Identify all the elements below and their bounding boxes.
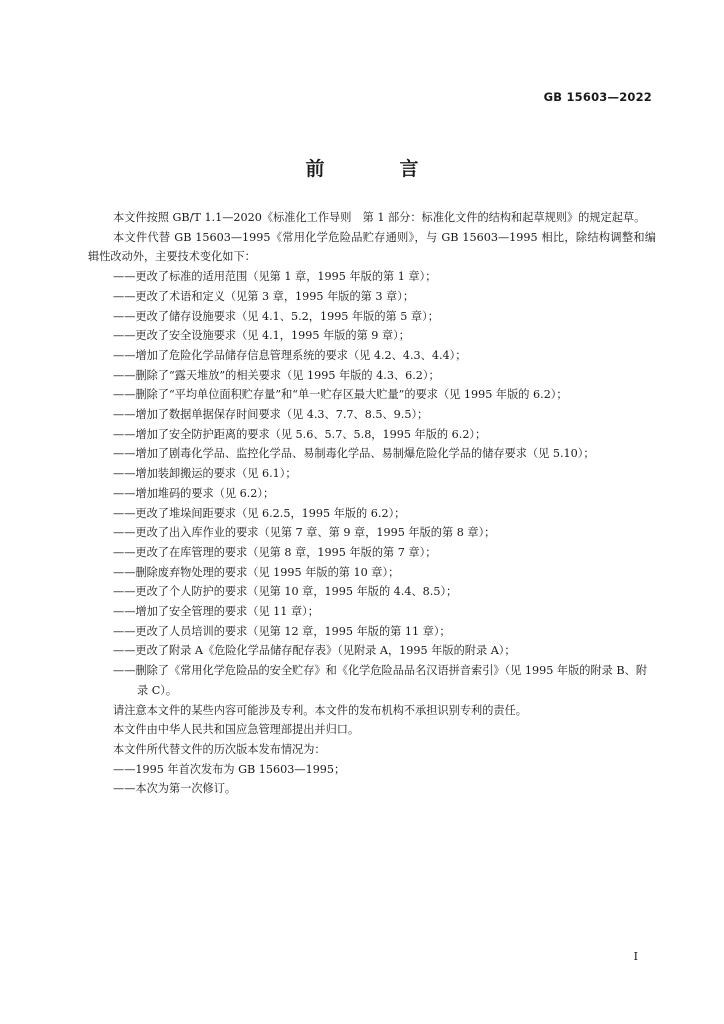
change-item: ——删除了“露天堆放”的相关要求（见 1995 年版的 4.3、6.2）；	[113, 368, 440, 382]
standard-code: GB 15603—2022	[543, 90, 652, 104]
intro-paragraph: 本文件按照 GB/T 1.1—2020《标准化工作导则 第 1 部分：标准化文件的结构和起草规则》的规定起草。	[113, 211, 646, 224]
change-item: ——更改了安全设施要求（见 4.1，1995 年版的第 9 章）；	[113, 329, 410, 343]
change-item: ——更改了出入库作业的要求（见第 7 章、第 9 章，1995 年版的第 8 章）；	[113, 526, 496, 540]
change-item: ——更改了储存设施要求（见 4.1、5.2，1995 年版的第 5 章）；	[113, 309, 439, 323]
history-item: ——1995 年首次发布为 GB 15603—1995；	[113, 762, 346, 776]
change-item: ——增加了剧毒化学品、监控化学品、易制毒化学品、易制爆危险化学品的储存要求（见 5.10）；	[113, 447, 595, 461]
change-item: ——增加了数据单据保存时间要求（见 4.3、7.7、8.5、9.5）；	[113, 408, 429, 422]
proposer-statement: 本文件由中华人民共和国应急管理部提出并归口。	[113, 723, 360, 737]
change-item: ——更改了个人防护的要求（见第 10 章，1995 年版的 4.4、8.5）；	[113, 585, 458, 599]
page-title: 前 言	[305, 158, 447, 180]
foreword-body	[88, 208, 656, 799]
change-item: ——增加了安全管理的要求（见 11 章）；	[113, 605, 319, 619]
change-item: ——更改了人员培训的要求（见第 12 章，1995 年版的第 11 章）；	[113, 624, 451, 638]
history-item: ——本次为第一次修订。	[113, 782, 237, 796]
change-item: ——增加了安全防护距离的要求（见 5.6、5.7、5.8，1995 年版的 6.2）；	[113, 427, 487, 441]
change-item: ——更改了堆垛间距要求（见 6.2.5，1995 年版的 6.2）；	[113, 506, 406, 520]
change-item: ——删除废弃物处理的要求（见 1995 年版的第 10 章）；	[113, 565, 400, 579]
change-item: ——删除了“平均单位面积贮存量”和“单一贮存区最大贮量”的要求（见 1995 年版的 6.2）；	[113, 388, 568, 402]
patent-notice: 请注意本文件的某些内容可能涉及专利。本文件的发布机构不承担识别专利的责任。	[113, 703, 527, 717]
change-item: ——更改了附录 A《危险化学品储存配存表》（见附录 A，1995 年版的附录 A）；	[113, 644, 516, 658]
change-item: ——更改了在库管理的要求（见第 8 章，1995 年版的第 7 章）；	[113, 545, 437, 559]
change-item: ——增加堆码的要求（见 6.2）；	[113, 486, 275, 500]
intro-paragraph: 本文件代替 GB 15603—1995《常用化学危险品贮存通则》，与 GB 15603—1995 相比，除结构调整和编辑性改动外，主要技术变化如下：	[88, 230, 656, 264]
change-item: ——增加装卸搬运的要求（见 6.1）；	[113, 467, 297, 481]
page-number: I	[633, 950, 638, 963]
change-item: ——更改了术语和定义（见第 3 章，1995 年版的第 3 章）；	[113, 289, 415, 303]
history-intro: 本文件所代替文件的历次版本发布情况为：	[113, 742, 326, 756]
change-item: ——更改了标准的适用范围（见第 1 章，1995 年版的第 1 章）；	[113, 270, 437, 284]
change-item: ——删除了《常用化学危险品的安全贮存》和《化学危险品品名汉语拼音索引》（见 1995 年版的附录 B、附录 C）。	[113, 664, 648, 697]
change-item: ——增加了危险化学品储存信息管理系统的要求（见 4.2、4.3、4.4）；	[113, 348, 467, 362]
